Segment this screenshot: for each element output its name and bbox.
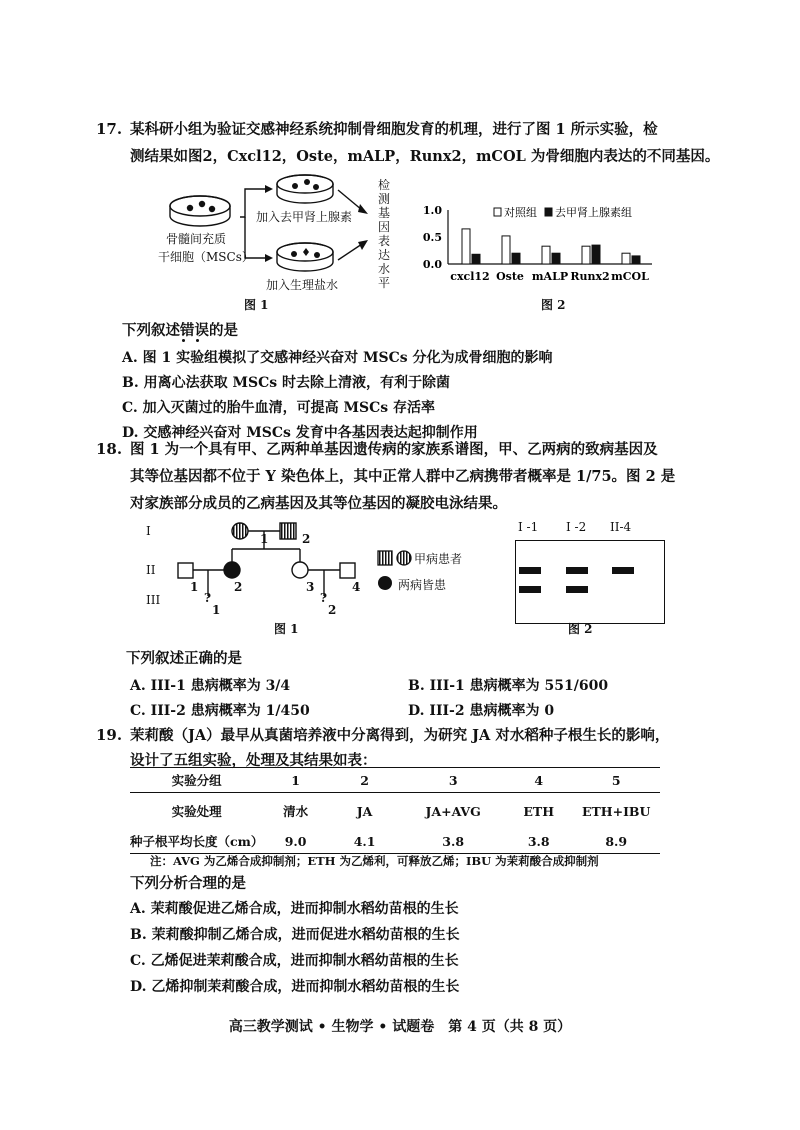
y-tick-label: 1.0 bbox=[422, 204, 442, 217]
option-key: A. bbox=[130, 901, 146, 917]
option-text: III-1 患病概率为 551/600 bbox=[429, 678, 609, 694]
option-text: 图 1 实验组模拟了交感神经兴奋对 MSCs 分化为成骨细胞的影响 bbox=[142, 350, 553, 366]
q17-figure2-chart bbox=[412, 196, 662, 296]
option-text: 茉莉酸抑制乙烯合成，进而促进水稻幼苗根的生长 bbox=[151, 927, 460, 943]
legend-label: 去甲肾上腺素组 bbox=[555, 206, 632, 219]
ped-label-ii1: 1 bbox=[190, 580, 199, 594]
option-key: D. bbox=[130, 979, 147, 995]
option-key: D. bbox=[408, 703, 425, 719]
q19-number: 19. bbox=[96, 726, 123, 744]
option-text: III-2 患病概率为 1/450 bbox=[150, 703, 310, 719]
ped-label-iii2: 2 bbox=[328, 603, 337, 617]
q17-option-c[interactable] bbox=[122, 395, 435, 421]
option-text: 交感神经兴奋对 MSCs 发育中各基因表达起抑制作用 bbox=[143, 425, 478, 441]
q19-option-a[interactable] bbox=[130, 896, 459, 922]
option-text: III-1 患病概率为 3/4 bbox=[150, 678, 291, 694]
fig1-arrow-bottom-label: 加入生理盐水 bbox=[266, 278, 339, 292]
ped-label-i1: 1 bbox=[260, 532, 269, 546]
vt-char: 平 bbox=[377, 276, 390, 290]
th-cell: 4 bbox=[534, 772, 544, 788]
option-key: C. bbox=[122, 400, 138, 416]
legend-swatch bbox=[545, 208, 552, 216]
table-row bbox=[130, 829, 660, 854]
legend-label: 对照组 bbox=[504, 206, 537, 219]
th-cell: 5 bbox=[611, 772, 621, 788]
q17-question-text: 下列叙述错误的是 bbox=[122, 322, 238, 339]
gel-band bbox=[566, 567, 588, 574]
q18-question: 下列叙述正确的是 bbox=[126, 650, 242, 667]
x-tick-label: Runx2 bbox=[570, 270, 610, 283]
vt-char: 水 bbox=[377, 262, 390, 276]
gen-label-i: I bbox=[146, 524, 151, 538]
bar-cxcl12-control bbox=[462, 229, 470, 264]
table-row bbox=[130, 793, 660, 830]
fig1-arrow-top-label: 加入去甲肾上腺素 bbox=[256, 210, 353, 224]
y-tick-label: 0.0 bbox=[422, 258, 442, 271]
gel-lane-label-3: II-4 bbox=[610, 520, 632, 534]
bar-Runx2-treated bbox=[592, 245, 600, 264]
fig1-caption: 图 1 bbox=[244, 298, 269, 312]
option-text: 加入灭菌过的胎牛血清，可提高 MSCs 存活率 bbox=[142, 400, 436, 416]
q18-option-d[interactable] bbox=[408, 698, 554, 724]
fig1-cell-label-2: 干细胞（MSCs） bbox=[158, 250, 254, 264]
bar-mALP-treated bbox=[552, 253, 560, 264]
th-cell: 实验分组 bbox=[171, 773, 222, 788]
ped-label-ii2: 2 bbox=[234, 580, 243, 594]
ped-label-ii4: 4 bbox=[352, 580, 361, 594]
vt-char: 检 bbox=[377, 178, 390, 192]
gel-band bbox=[519, 586, 541, 593]
gen-label-ii: II bbox=[146, 563, 156, 577]
x-tick-label: mCOL bbox=[611, 270, 649, 283]
td-cell: 4.1 bbox=[353, 833, 376, 849]
gen-label-iii: III bbox=[146, 593, 161, 607]
bar-Oste-treated bbox=[512, 253, 520, 264]
vt-char: 测 bbox=[377, 192, 390, 206]
option-key: B. bbox=[130, 927, 147, 943]
td-cell: JA bbox=[356, 803, 373, 819]
bar-Runx2-control bbox=[582, 246, 590, 264]
td-cell: 实验处理 bbox=[171, 804, 222, 819]
q18-option-b[interactable] bbox=[408, 673, 608, 699]
q18-stem-line3: 对家族部分成员的乙病基因及其等位基因的凝胶电泳结果。 bbox=[130, 495, 507, 512]
legend-symbol-both bbox=[378, 576, 392, 590]
option-key: B. bbox=[122, 375, 139, 391]
bar-mALP-control bbox=[542, 246, 550, 264]
vt-char: 达 bbox=[377, 248, 390, 262]
vt-char: 表 bbox=[377, 234, 390, 248]
y-tick-label: 0.5 bbox=[422, 231, 442, 244]
bar-Oste-control bbox=[502, 236, 510, 264]
gel-band bbox=[519, 567, 541, 574]
gel-box bbox=[515, 540, 665, 624]
q17-number: 17. bbox=[96, 120, 123, 138]
bar-cxcl12-treated bbox=[472, 254, 480, 264]
x-tick-label: mALP bbox=[531, 270, 569, 283]
q17-stem-line2: 测结果如图2，Cxcl12，Oste，mALP，Runx2，mCOL 为骨细胞内表达的不同基因。 bbox=[130, 148, 720, 165]
q19-option-d[interactable] bbox=[130, 974, 459, 1000]
q18-stem-line2: 其等位基因都不位于 Y 染色体上，其中正常人群中乙病携带者概率是 1/75。图 2 是 bbox=[130, 468, 676, 485]
table-note: 注：AVG 为乙烯合成抑制剂；ETH 为乙烯利，可释放乙烯；IBU 为茉莉酸合成抑制剂 bbox=[150, 854, 599, 868]
td-cell: 清水 bbox=[283, 804, 309, 819]
option-key: B. bbox=[408, 678, 425, 694]
page-footer: 高三教学测试 • 生物学 • 试题卷 第 4 页（共 8 页） bbox=[228, 1019, 572, 1035]
ped-label-ii3: 3 bbox=[306, 580, 315, 594]
td-cell: 种子根平均长度（cm） bbox=[130, 834, 264, 849]
option-text: 用离心法获取 MSCs 时去除上清液，有利于除菌 bbox=[143, 375, 450, 391]
vt-char: 基 bbox=[377, 206, 390, 220]
table-header-row bbox=[130, 768, 660, 793]
results-table bbox=[130, 768, 660, 854]
option-key: D. bbox=[122, 425, 139, 441]
q17-option-a[interactable] bbox=[122, 345, 553, 371]
vt-char: 因 bbox=[377, 220, 390, 234]
option-key: C. bbox=[130, 703, 146, 719]
gel-caption: 图 2 bbox=[568, 622, 593, 636]
q18-option-a[interactable] bbox=[130, 673, 290, 699]
pedigree-caption: 图 1 bbox=[274, 622, 299, 636]
q18-stem-line1: 图 1 为一个具有甲、乙两种单基因遗传病的家族系谱图，甲、乙两病的致病基因及 bbox=[130, 441, 658, 458]
ped-label-q2: ? bbox=[320, 591, 328, 605]
td-cell: 9.0 bbox=[284, 833, 307, 849]
q19-question: 下列分析合理的是 bbox=[130, 875, 246, 892]
legend-jia-label: 甲病患者 bbox=[414, 552, 463, 566]
option-key: A. bbox=[130, 678, 146, 694]
ped-label-i2: 2 bbox=[302, 532, 311, 546]
x-tick-label: cxcl12 bbox=[450, 270, 490, 283]
bar-chart-svg bbox=[412, 196, 662, 296]
option-text: III-2 患病概率为 0 bbox=[429, 703, 555, 719]
option-text: 乙烯促进茉莉酸合成，进而抑制水稻幼苗根的生长 bbox=[150, 953, 459, 969]
q18-number: 18. bbox=[96, 440, 123, 458]
emphasis-dot bbox=[196, 339, 199, 342]
gel-band bbox=[612, 567, 634, 574]
ped-label-q1: ? bbox=[204, 591, 212, 605]
th-cell: 3 bbox=[448, 772, 458, 788]
td-cell: ETH bbox=[523, 803, 555, 819]
ped-label-iii1: 1 bbox=[212, 603, 221, 617]
td-cell: ETH+IBU bbox=[581, 803, 651, 819]
gel-lane-label-1: I -1 bbox=[518, 520, 539, 534]
gel-band bbox=[566, 586, 588, 593]
fig2-caption: 图 2 bbox=[541, 298, 566, 312]
q19-stem-line2: 设计了五组实验，处理及其结果如表： bbox=[130, 752, 377, 769]
legend-swatch bbox=[494, 208, 501, 216]
td-cell: 3.8 bbox=[527, 833, 550, 849]
option-text: 茉莉酸促进乙烯合成，进而抑制水稻幼苗根的生长 bbox=[150, 901, 459, 917]
th-cell: 1 bbox=[291, 772, 300, 788]
gel-lane-label-2: I -2 bbox=[566, 520, 587, 534]
fig1-cell-label-1: 骨髓间充质 bbox=[166, 232, 227, 246]
x-tick-label: Oste bbox=[496, 270, 524, 283]
td-cell: 3.8 bbox=[442, 833, 465, 849]
q19-option-b[interactable] bbox=[130, 922, 460, 948]
q17-question bbox=[122, 317, 238, 344]
bar-mCOL-control bbox=[622, 253, 630, 264]
option-text: 乙烯抑制茉莉酸合成，进而抑制水稻幼苗根的生长 bbox=[151, 979, 460, 995]
th-cell: 2 bbox=[360, 772, 369, 788]
td-cell: 8.9 bbox=[605, 833, 628, 849]
q18-option-c[interactable] bbox=[130, 698, 310, 724]
legend-both-label: 两病皆患 bbox=[398, 578, 447, 592]
emphasis-dot bbox=[182, 339, 185, 342]
td-cell: JA+AVG bbox=[425, 803, 481, 819]
fig1-vertical-text bbox=[377, 178, 391, 290]
q19-option-c[interactable] bbox=[130, 948, 459, 974]
q17-option-b[interactable] bbox=[122, 370, 450, 396]
bar-mCOL-treated bbox=[632, 256, 640, 264]
option-key: A. bbox=[122, 350, 138, 366]
q17-stem-line1: 某科研小组为验证交感神经系统抑制骨细胞发育的机理，进行了图 1 所示实验，检 bbox=[130, 121, 658, 138]
q19-stem-line1: 茉莉酸（JA）最早从真菌培养液中分离得到，为研究 JA 对水稻种子根生长的影响， bbox=[130, 727, 670, 744]
option-key: C. bbox=[130, 953, 146, 969]
